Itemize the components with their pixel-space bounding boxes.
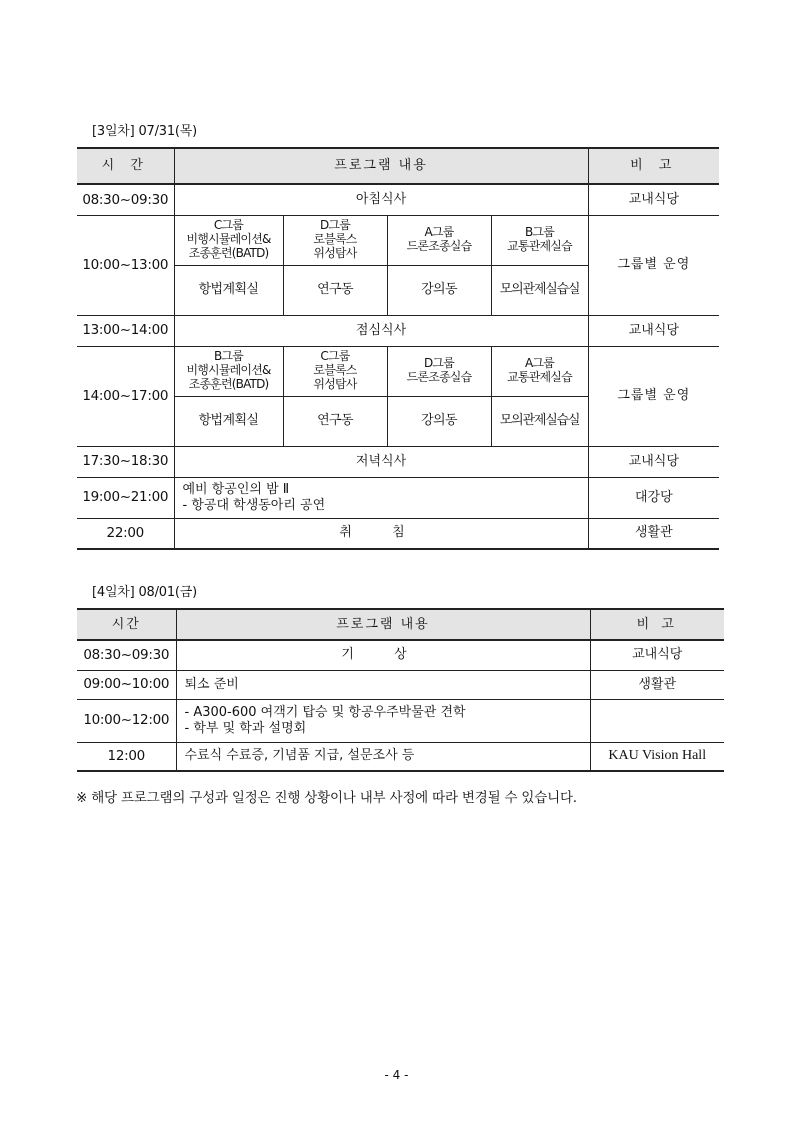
table-header-row: [77, 609, 724, 640]
group-activity-cell: [387, 346, 491, 396]
day3-schedule-table: [77, 147, 719, 550]
row-time: 13:00~14:00: [77, 315, 174, 346]
row-content: 기 상: [176, 640, 590, 670]
row-time: 09:00~10:00: [77, 670, 176, 699]
footnote: ※ 해당 프로그램의 구성과 일정은 진행 상황이나 내부 사정에 따라 변경될 수 있습니다.: [76, 790, 577, 806]
activity-name: 로블록스: [313, 363, 357, 378]
row-note: 생활관: [588, 518, 719, 549]
group-label: D그룹: [319, 218, 351, 233]
group-label: B그룹: [213, 349, 244, 364]
row-content: 수료식 수료증, 기념품 지급, 설문조사 등: [176, 742, 590, 771]
location-cell: 강의동: [387, 396, 491, 446]
group-activity-cell: [491, 215, 588, 265]
table-row: [77, 446, 719, 477]
table-row: [77, 477, 719, 518]
location-cell: 연구동: [283, 265, 387, 315]
row-time: 22:00: [77, 518, 174, 549]
header-time: 시간: [77, 609, 176, 640]
header-note: 비 고: [590, 609, 724, 640]
row-time: 17:30~18:30: [77, 446, 174, 477]
page-number: - 4 -: [384, 1068, 409, 1082]
table-row: [77, 742, 724, 771]
row-note: 그룹별 운영: [588, 215, 719, 315]
location-cell: 연구동: [283, 396, 387, 446]
header-note: 비 고: [588, 148, 719, 184]
row-note: 그룹별 운영: [588, 346, 719, 446]
group-activity-cell: [174, 215, 283, 265]
table-row: [77, 670, 724, 699]
activity-name: 드론조종실습: [406, 370, 472, 384]
location-cell: 항법계획실: [174, 265, 283, 315]
row-note: 교내식당: [588, 446, 719, 477]
row-content: 퇴소 준비: [176, 670, 590, 699]
table-row: [77, 640, 724, 670]
row-content: 취 침: [174, 518, 588, 549]
row-time: 14:00~17:00: [77, 346, 174, 446]
row-time: 08:30~09:30: [77, 184, 174, 215]
group-activity-cell: [387, 215, 491, 265]
day4-heading: [4일차] 08/01(금): [92, 585, 198, 600]
row-content: [174, 477, 588, 518]
table-row: [77, 699, 724, 742]
activity-name: 위성탐사: [313, 245, 357, 260]
content-line: - A300-600 여객기 탑승 및 항공우주박물관 견학: [184, 704, 466, 720]
content-line: 예비 항공인의 밤 Ⅱ: [182, 481, 290, 497]
table-row: [77, 215, 719, 265]
location-cell: 강의동: [387, 265, 491, 315]
row-note: [590, 699, 724, 742]
location-cell: 모의관제실습실: [491, 396, 588, 446]
table-header-row: [77, 148, 719, 184]
row-content: 점심식사: [174, 315, 588, 346]
activity-name: 비행시뮬레이션&: [186, 232, 271, 247]
row-note: 생활관: [590, 670, 724, 699]
day4-schedule-table: [77, 608, 724, 772]
table-row: [77, 346, 719, 396]
group-activity-cell: [174, 346, 283, 396]
row-note: 대강당: [588, 477, 719, 518]
group-label: C그룹: [213, 218, 244, 233]
row-content: 아침식사: [174, 184, 588, 215]
group-label: A그룹: [525, 356, 555, 371]
table-row: [77, 315, 719, 346]
header-content: 프로그램 내용: [176, 609, 590, 640]
activity-name: 조종훈련(BATD): [188, 245, 269, 260]
activity-name: 비행시뮬레이션&: [186, 363, 271, 378]
group-label: B그룹: [525, 225, 555, 240]
row-note: KAU Vision Hall: [590, 742, 724, 771]
group-label: A그룹: [424, 225, 454, 240]
row-time: 08:30~09:30: [77, 640, 176, 670]
table-row: [77, 518, 719, 549]
row-time: 12:00: [77, 742, 176, 771]
group-label: D그룹: [423, 356, 455, 371]
group-activity-cell: [283, 346, 387, 396]
group-activity-cell: [491, 346, 588, 396]
content-line: - 학부 및 학과 설명회: [184, 720, 307, 736]
row-time: 19:00~21:00: [77, 477, 174, 518]
day3-heading: [3일차] 07/31(목): [92, 124, 198, 139]
row-time: 10:00~12:00: [77, 699, 176, 742]
row-content: [176, 699, 590, 742]
activity-name: 교통관제실습: [507, 239, 572, 253]
header-time: 시 간: [77, 148, 174, 184]
activity-name: 로블록스: [313, 232, 357, 247]
group-activity-cell: [283, 215, 387, 265]
activity-name: 드론조종실습: [406, 239, 472, 253]
location-cell: 항법계획실: [174, 396, 283, 446]
table-row: [77, 184, 719, 215]
row-time: 10:00~13:00: [77, 215, 174, 315]
activity-name: 교통관제실습: [507, 370, 572, 384]
row-content: 저녁식사: [174, 446, 588, 477]
row-note: 교내식당: [590, 640, 724, 670]
row-note: 교내식당: [588, 315, 719, 346]
row-note: 교내식당: [588, 184, 719, 215]
activity-name: 위성탐사: [313, 376, 357, 391]
content-line: - 항공대 학생동아리 공연: [182, 497, 326, 513]
header-content: 프로그램 내용: [174, 148, 588, 184]
location-cell: 모의관제실습실: [491, 265, 588, 315]
activity-name: 조종훈련(BATD): [188, 376, 269, 391]
group-label: C그룹: [320, 349, 350, 364]
